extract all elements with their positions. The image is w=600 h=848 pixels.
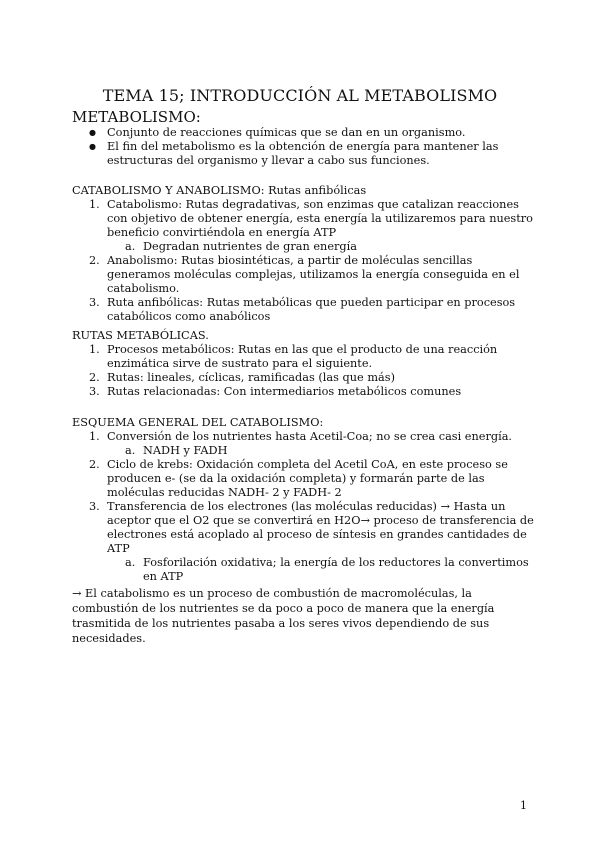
list-item [72,198,534,254]
rutas-section [72,329,534,399]
list-text: Procesos metabólicos: Rutas en las que el producto de una reacción enzimática sirve de sustrato para el siguiente. [107,343,498,370]
list-marker: a. [125,444,136,457]
rutas-heading: RUTAS METABÓLICAS. [72,329,209,342]
metabolismo-heading: METABOLISMO: [72,108,201,126]
list-item [72,500,534,584]
closing-paragraph: → El catabolismo es un proceso de combustión de macromoléculas, la combustión de los nutrientes se da poco a poco de manera que la energía trasmitida de los nutrientes pasaba a los seres vivos dependiendo de sus necesidades. [72,587,495,646]
list-marker: 2. [89,371,100,384]
sub-list [107,444,534,458]
metabolismo-bullets [72,126,534,168]
sub-list-item [72,556,534,584]
list-item: ● El fin del metabolismo es la obtención de energía para mantener las estructuras del organismo y llevar a cabo sus funciones. [72,140,534,168]
list-item [72,371,534,385]
list-text: Rutas relacionadas: Con intermediarios metabólicos comunes [107,385,462,398]
list-item [72,254,534,296]
list-marker: 1. [89,343,100,356]
list-text: Degradan nutrientes de gran energía [143,240,357,253]
list-text: Catabolismo: Rutas degradativas, son enzimas que catalizan reacciones con objetivo de obtener energía, esta energía la utilizaremos para nuestro beneficio convirtiéndola en energía ATP [107,198,533,239]
metabolismo-section [72,126,534,168]
list-item: ● Conjunto de reacciones químicas que se dan en un organismo. [72,126,534,140]
list-marker: 3. [89,500,100,513]
list-item [72,296,534,324]
esquema-section [72,416,534,584]
list-text: Ruta anfibólicas: Rutas metabólicas que pueden participar en procesos catabólicos como anabólicos [107,296,516,323]
list-item [72,430,534,458]
list-text: Ciclo de krebs: Oxidación completa del Acetil CoA, en este proceso se producen e- (se da la oxidación completa) y formarán parte de las moléculas reducidas NADH- 2 y FADH- 2 [107,458,508,499]
list-item [72,458,534,500]
catabolismo-heading: CATABOLISMO Y ANABOLISMO: Rutas anfibólicas [72,184,367,197]
list-text: Transferencia de los electrones (las moléculas reducidas) → Hasta un aceptor que el O2 que se convertirá en H2O→ proceso de transferencia de electrones está acoplado al proceso de síntesis en grandes cantidades de ATP [107,500,534,555]
rutas-list [72,343,534,399]
esquema-list [72,430,534,584]
list-text: NADH y FADH [143,444,228,457]
list-marker: 2. [89,458,100,471]
catabolismo-section [72,184,534,324]
page-title: TEMA 15; INTRODUCCIÓN AL METABOLISMO [102,86,498,105]
sub-list-item [72,444,534,458]
sub-list [107,240,534,254]
list-marker: 1. [89,430,100,443]
list-marker: 1. [89,198,100,211]
list-text: Fosforilación oxidativa; la energía de los reductores la convertimos en ATP [143,556,529,583]
page-number: 1 [520,799,527,812]
list-text: Conversión de los nutrientes hasta Acetil-Coa; no se crea casi energía. [107,430,513,443]
list-marker: a. [125,556,136,569]
list-text: Rutas: lineales, cíclicas, ramificadas (las que más) [107,371,395,384]
list-marker: 3. [89,385,100,398]
list-text: Anabolismo: Rutas biosintéticas, a partir de moléculas sencillas generamos moléculas complejas, utilizamos la energía conseguida en el catabolismo. [107,254,520,295]
esquema-heading: ESQUEMA GENERAL DEL CATABOLISMO: [72,416,324,429]
list-marker: a. [125,240,136,253]
sub-list-item [72,240,534,254]
catabolismo-list [72,198,534,324]
list-item [72,343,534,371]
list-marker: 2. [89,254,100,267]
sub-list [107,556,534,584]
list-marker: 3. [89,296,100,309]
list-item [72,385,534,399]
